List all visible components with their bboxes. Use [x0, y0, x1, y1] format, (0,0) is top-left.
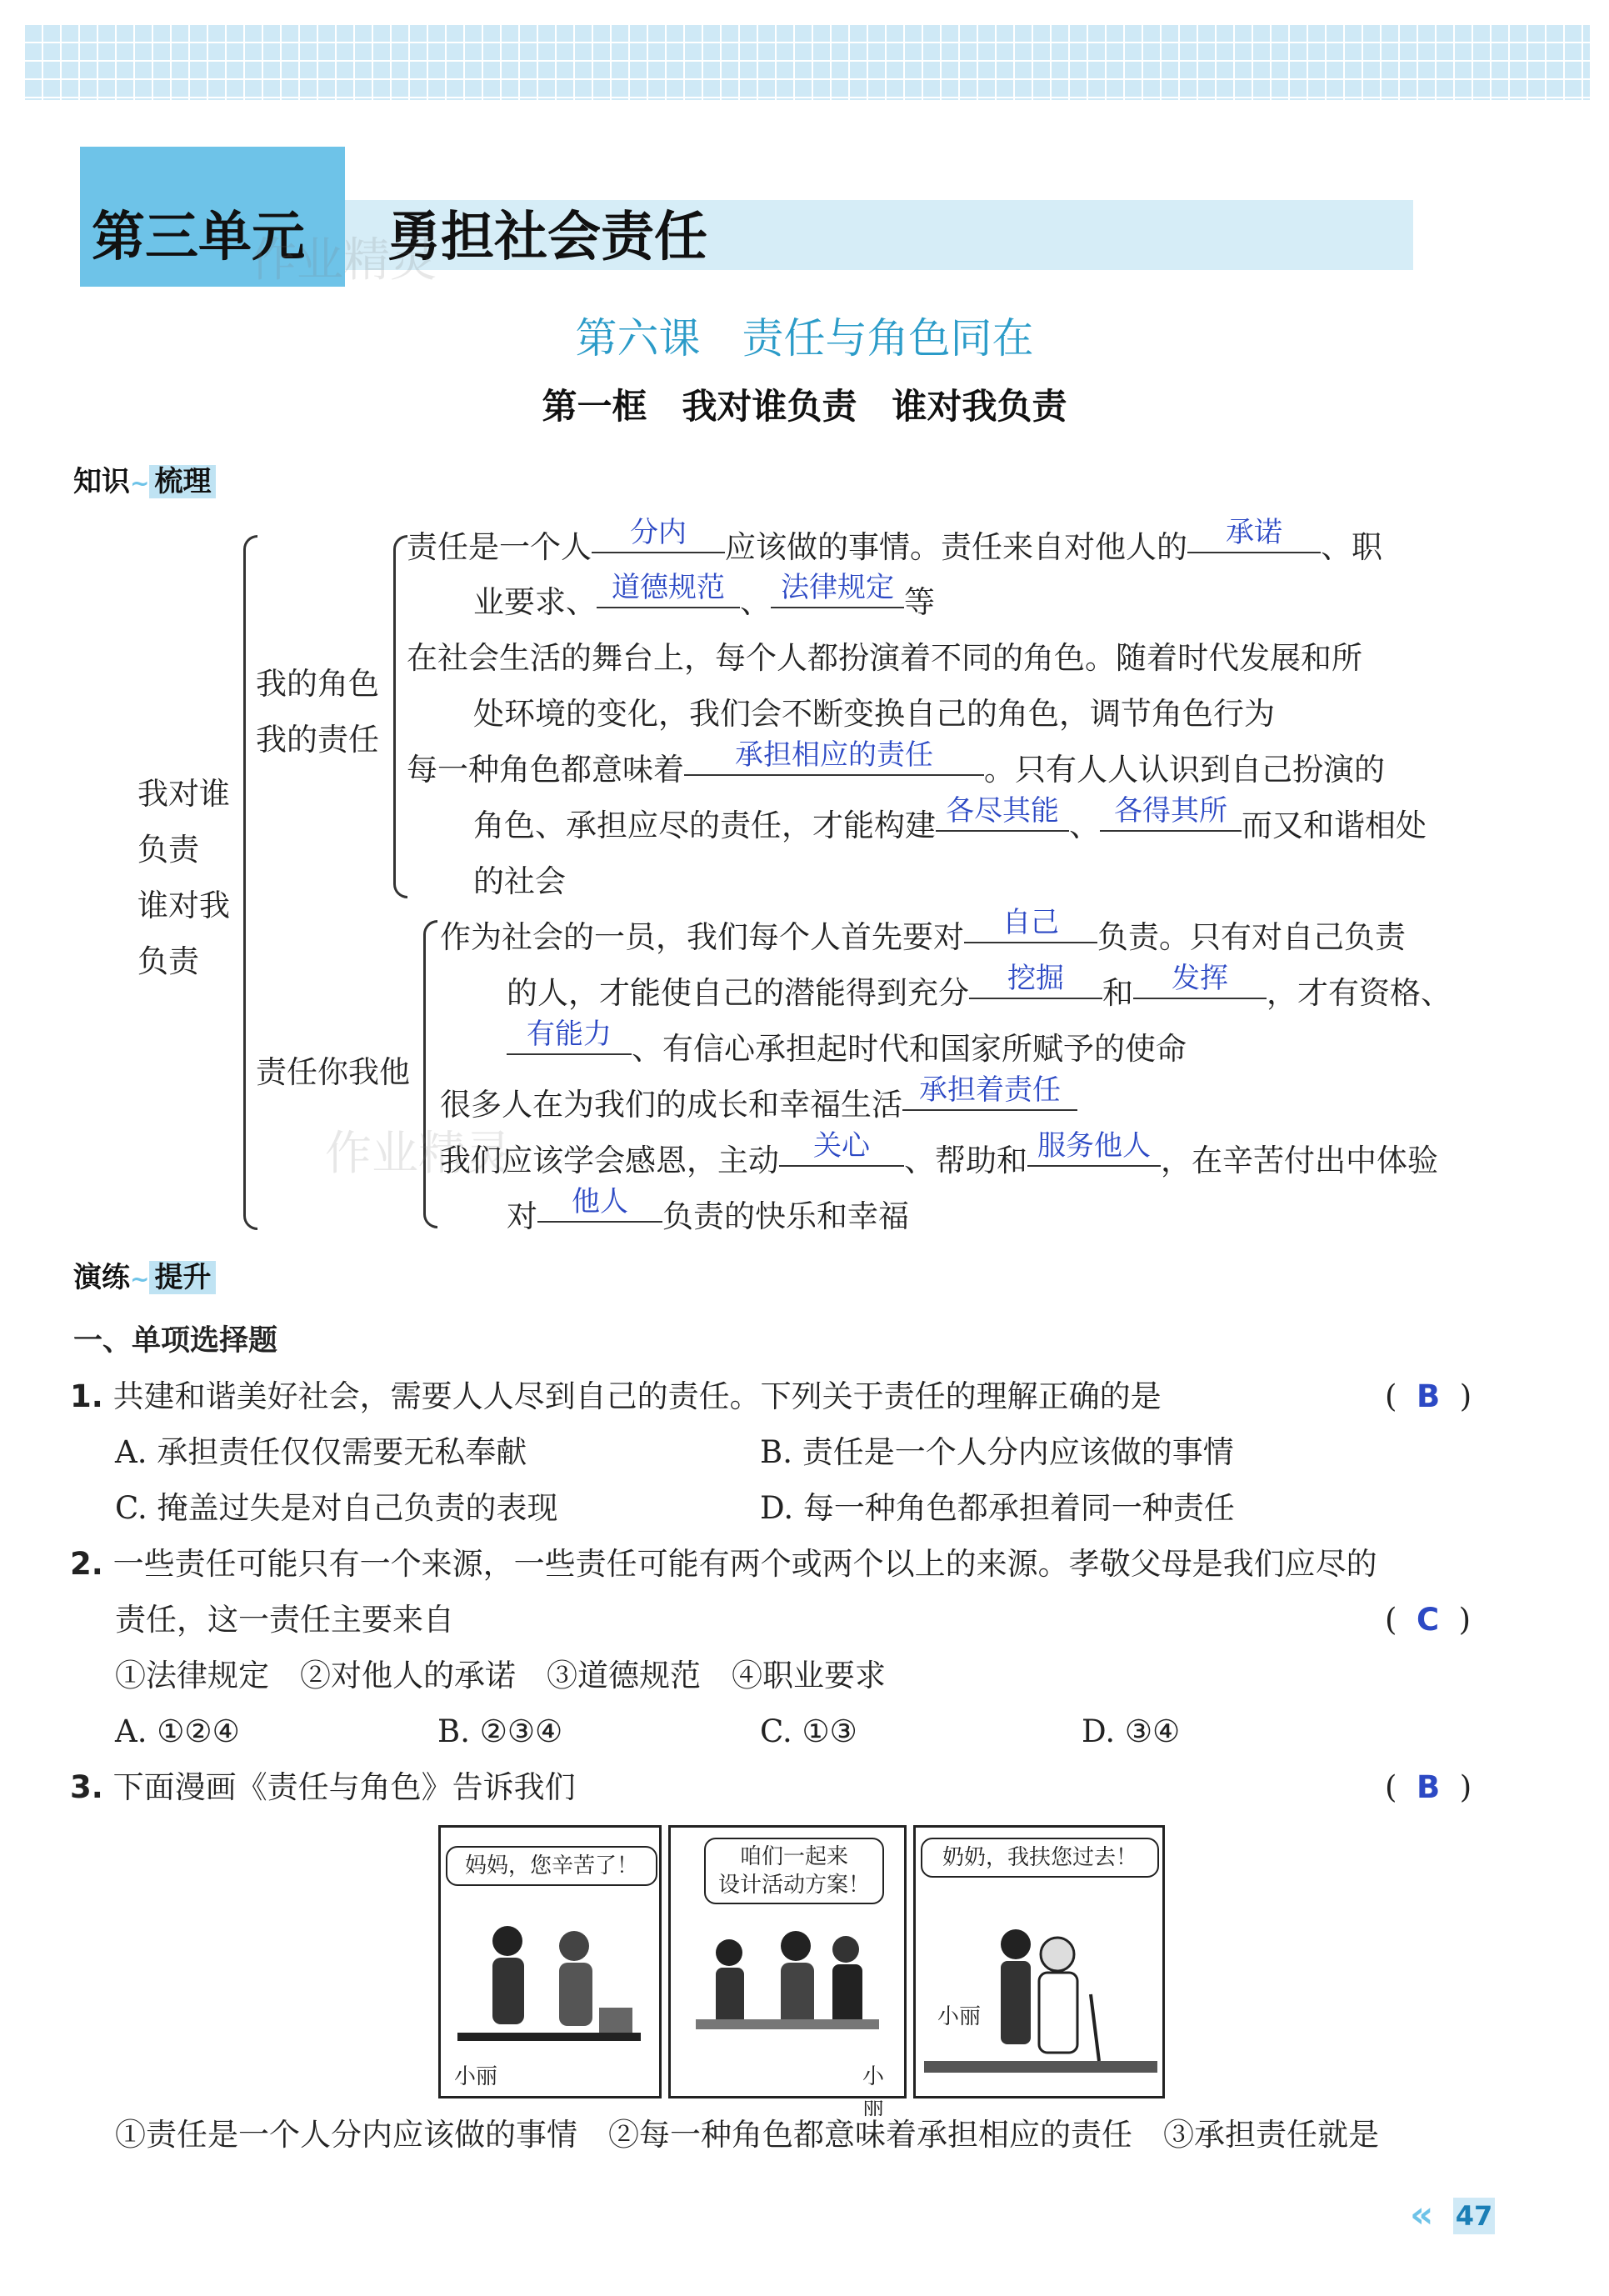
comic-figures-icon	[449, 1908, 649, 2083]
comic-panel-1	[438, 1825, 662, 2098]
blank-chengnuo: 承诺	[1187, 513, 1321, 553]
b2-line-1: 作为社会的一员，我们每个人首先要对 自己 负责。只有对自己负责	[440, 917, 1406, 958]
q2-answer: ( C )	[1385, 1602, 1472, 1638]
q1-option-c: C. 掩盖过失是对自己负责的表现	[115, 1490, 558, 1526]
branch1-label-1: 我的角色	[256, 666, 379, 702]
chevron-left-icon: «	[1410, 2193, 1434, 2236]
section-heading: 一、单项选择题	[73, 1324, 278, 1358]
blank-fennei: 分内	[592, 513, 725, 553]
root-line-4: 负责	[137, 943, 199, 979]
knowledge-tag	[73, 461, 216, 503]
blank-daode: 道德规范	[597, 568, 740, 608]
q2-items: ①法律规定 ②对他人的承诺 ③道德规范 ④职业要求	[115, 1658, 886, 1693]
root-line-1: 我对谁	[137, 776, 230, 812]
q2-stem-1: 2. 一些责任可能只有一个来源，一些责任可能有两个或两个以上的来源。孝敬父母是我们应尽的	[70, 1546, 1377, 1582]
q3-statements: ①责任是一个人分内应该做的事情 ②每一种角色都意味着承担相应的责任 ③承担责任就是	[115, 2117, 1379, 2153]
blank-taren: 他人	[537, 1183, 662, 1223]
comic-name-1: 小丽	[454, 2064, 498, 2089]
watermark-2: 作业精灵	[325, 1127, 512, 1181]
blank-gede: 各得其所	[1100, 792, 1242, 832]
q3-stem: 3. 下面漫画《责任与角色》告诉我们	[70, 1769, 576, 1805]
blank-chengdanzhe: 承担着责任	[902, 1071, 1077, 1111]
blank-chengdan: 承担相应的责任	[684, 736, 984, 776]
q1-option-d: D. 每一种角色都承担着同一种责任	[760, 1490, 1235, 1526]
unit-title: 勇担社会责任	[387, 207, 707, 268]
comic-name-3: 小丽	[937, 2004, 982, 2029]
comic-panel-3	[913, 1825, 1165, 2098]
lesson-title: 第六课 责任与角色同在	[575, 314, 1034, 363]
blank-falv: 法律规定	[771, 568, 904, 608]
q2-option-d: D. ③④	[1082, 1713, 1181, 1749]
knowledge-tag-b: 梳理	[149, 465, 216, 498]
b1-line-3: 在社会生活的舞台上，每个人都扮演着不同的角色。随着时代发展和所	[407, 640, 1362, 676]
blank-gejin: 各尽其能	[936, 792, 1069, 832]
speech-bubble-2: 咱们一起来 设计活动方案！	[704, 1838, 884, 1904]
b2-line-2: 的人，才能使自己的潜能得到充分 挖掘 和 发挥 ，才有资格、	[507, 973, 1452, 1014]
comic-name-2: 小丽	[862, 2064, 885, 2120]
root-line-3: 谁对我	[137, 888, 230, 923]
root-line-2: 负责	[137, 832, 199, 868]
q1-option-b: B. 责任是一个人分内应该做的事情	[760, 1434, 1234, 1470]
watermark: 作业精灵	[250, 233, 437, 288]
blank-guanxin: 关心	[779, 1127, 904, 1167]
b1-line-4: 处环境的变化，我们会不断变换自己的角色，调节角色行为	[473, 696, 1275, 732]
q1-answer: ( B )	[1385, 1378, 1472, 1414]
practice-tag	[73, 1257, 216, 1298]
brace-branch1	[393, 535, 407, 898]
q2-option-a: A. ①②④	[115, 1713, 240, 1749]
speech-bubble-3: 奶奶，我扶您过去！	[921, 1838, 1159, 1878]
blank-wajue: 挖掘	[969, 959, 1102, 999]
knowledge-tag-a: 知识	[73, 465, 130, 498]
outer-brace	[243, 535, 257, 1230]
b2-line-3: 有能力 、有信心承担起时代和国家所赋予的使命	[507, 1028, 1187, 1070]
q2-option-c: C. ①③	[760, 1713, 857, 1749]
blank-ziji: 自己	[964, 903, 1097, 943]
b1-line-1: 责任是一个人 分内 应该做的事情。责任来自对他人的 承诺 、职	[407, 527, 1382, 568]
branch1-label-2: 我的责任	[256, 722, 379, 758]
b2-line-6: 对 他人 负责的快乐和幸福	[507, 1196, 909, 1238]
blank-fahui: 发挥	[1133, 959, 1267, 999]
q1-stem: 1. 共建和谐美好社会，需要人人尽到自己的责任。下列关于责任的理解正确的是	[70, 1378, 1162, 1414]
branch2-label: 责任你我他	[256, 1054, 410, 1090]
b1-line-5: 每一种角色都意味着 承担相应的责任 。只有人人认识到自己扮演的	[407, 749, 1385, 791]
q3-answer: ( B )	[1385, 1769, 1472, 1805]
page-number: 47	[1453, 2198, 1495, 2234]
wave-icon: ~	[130, 469, 150, 497]
practice-tag-b: 提升	[149, 1261, 216, 1294]
b1-line-7: 的社会	[473, 863, 566, 899]
q2-option-b: B. ②③④	[437, 1713, 563, 1749]
q2-stem-2: 责任，这一责任主要来自	[115, 1602, 454, 1638]
blank-nengli: 有能力	[507, 1015, 632, 1055]
unit-label: 第三单元	[92, 207, 305, 268]
b2-line-5: 我们应该学会感恩，主动 关心 、帮助和 服务他人 ，在辛苦付出中体验	[440, 1140, 1438, 1182]
practice-tag-a: 演练	[73, 1261, 130, 1294]
comic-figures-icon	[924, 1894, 1157, 2086]
speech-bubble-1: 妈妈，您辛苦了！	[446, 1846, 657, 1886]
section-title: 第一框 我对谁负责 谁对我负责	[542, 386, 1067, 427]
b1-line-6: 角色、承担应尽的责任，才能构建 各尽其能 、 各得其所 而又和谐相处	[473, 805, 1427, 847]
b1-line-2: 业要求、 道德规范 、 法律规定 等	[473, 582, 935, 623]
b2-line-4: 很多人在为我们的成长和幸福生活 承担着责任	[440, 1084, 1077, 1126]
q1-option-a: A. 承担责任仅仅需要无私奉献	[115, 1434, 527, 1470]
wave-icon: ~	[130, 1265, 150, 1293]
blank-fuwu: 服务他人	[1027, 1127, 1161, 1167]
top-grid-banner	[23, 23, 1590, 100]
comic-panel-2	[668, 1825, 907, 2120]
